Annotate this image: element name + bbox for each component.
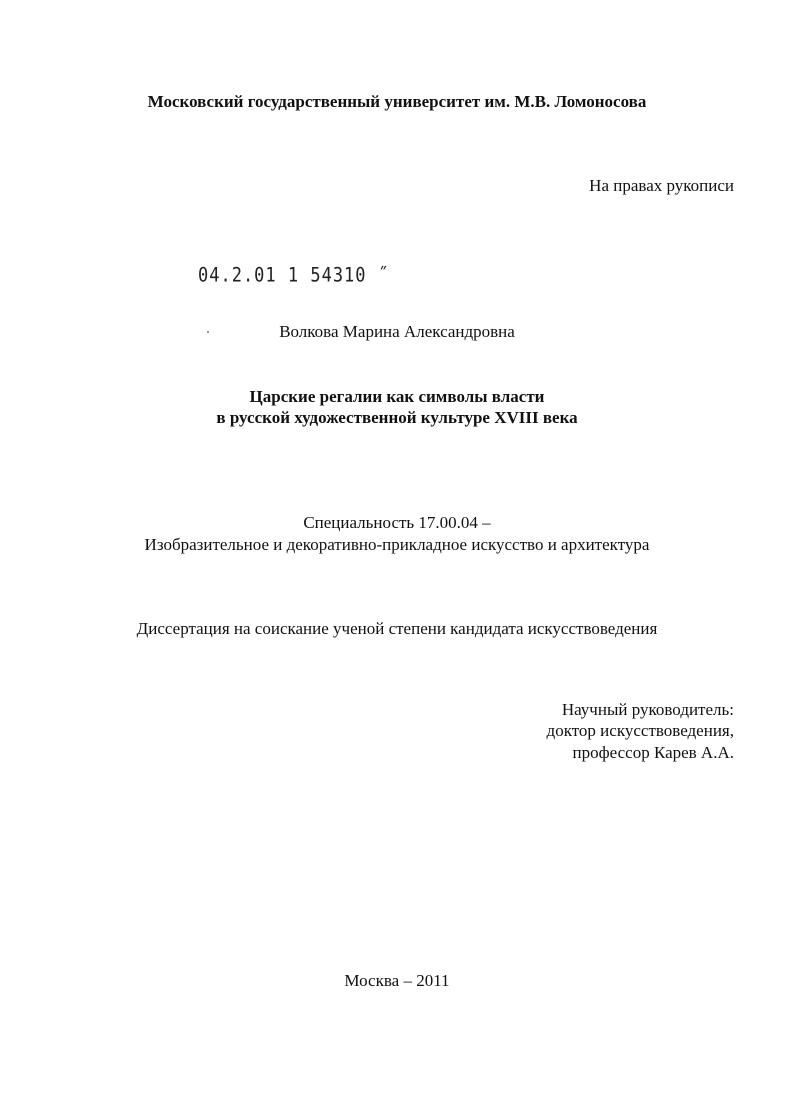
city-year: Москва – 2011 (344, 971, 450, 990)
specialty-code: Специальность 17.00.04 – (303, 513, 491, 532)
dissertation-title-line-2: в русской художественной культуре XVIII века (216, 408, 578, 427)
specialty-name: Изобразительное и декоративно-прикладное искусство и архитектура (144, 535, 650, 554)
degree-statement: Диссертация на соискание ученой степени кандидата искусствоведения (136, 619, 658, 638)
supervisor-label: Научный руководитель: (561, 700, 734, 719)
supervisor-name: профессор Карев А.А. (572, 743, 734, 762)
dissertation-title-line-1: Царские регалии как символы власти (249, 387, 545, 406)
university-name: Московский государственный университет им. М.В. Ломоносова (147, 92, 647, 111)
archive-stamp: 04.2.01 1 54310 ˝ (198, 264, 389, 287)
supervisor-degree: доктор искусствоведения, (546, 721, 734, 740)
author-name: Волкова Марина Александровна (279, 322, 515, 341)
manuscript-note: На правах рукописи (589, 176, 734, 195)
